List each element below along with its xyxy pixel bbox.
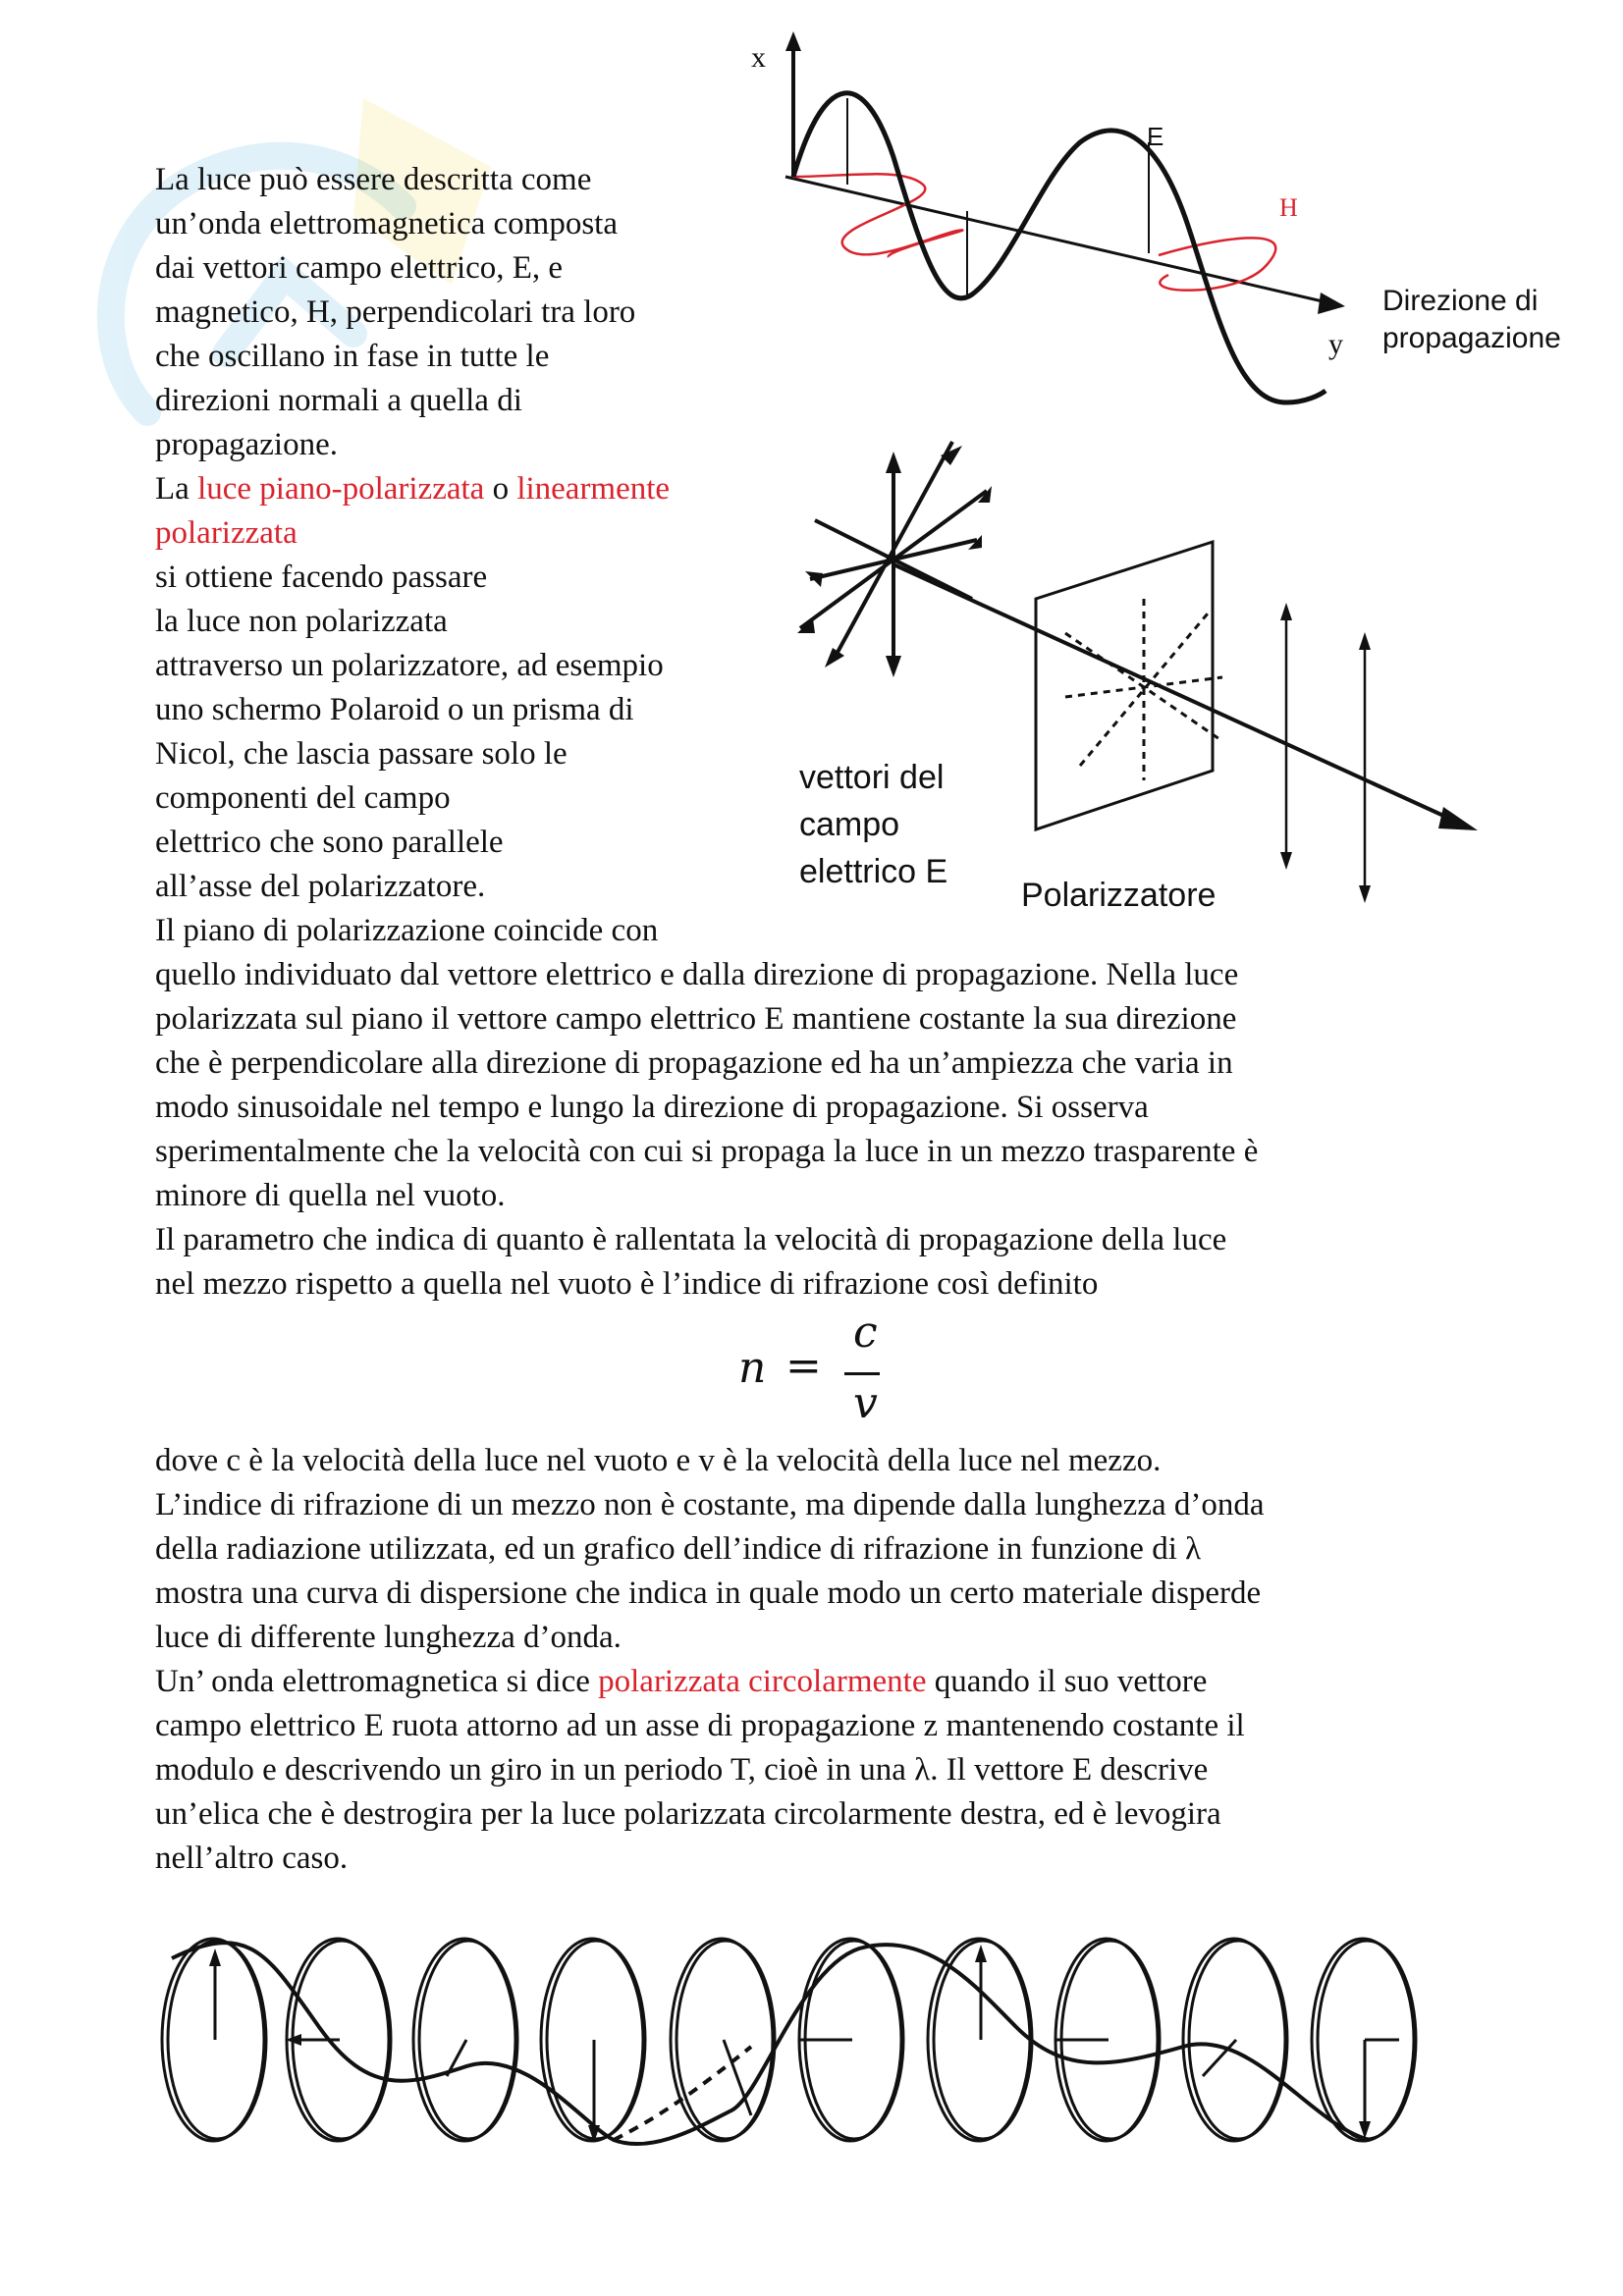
p2-line-6: uno schermo Polaroid o un prisma di (155, 692, 634, 727)
propagation-axis (785, 177, 1335, 304)
p2-line-11: Il piano di polarizzazione coincide con (155, 913, 659, 948)
p1-line-1: La luce può essere descritta come (155, 162, 592, 197)
p4-line-3: della radiazione utilizzata, ed un grafico dell’indice di rifrazione in funzione di λ (155, 1531, 1202, 1567)
formula-denominator: v (853, 1378, 878, 1428)
p5-lead: Un’ onda elettromagnetica si dice (155, 1664, 599, 1699)
formula-lhs: n (738, 1343, 767, 1393)
direction-label-line2: propagazione (1382, 322, 1561, 354)
term-linearly-part1: linearmente (516, 471, 671, 507)
p5-line-4: un’elica che è destrogira per la luce polarizzata circolarmente destra, ed è levogira (155, 1796, 1221, 1832)
p3-line-1: quello individuato dal vettore elettrico e dalla direzione di propagazione. Nella luce (155, 957, 1239, 992)
direction-label-line1: Direzione di (1382, 285, 1539, 317)
electric-wave (793, 93, 1325, 402)
p2-line-10: all’asse del polarizzatore. (155, 869, 486, 904)
formula-numerator: c (853, 1308, 878, 1358)
polarizer-label: Polarizzatore (1021, 877, 1217, 914)
p4-line-5: luce di differente lunghezza d’onda. (155, 1620, 622, 1655)
p2-line-7: Nicol, che lascia passare solo le (155, 736, 568, 772)
vectors-label-line3: elettrico E (799, 853, 948, 890)
polarized-dashed-vectors (1065, 599, 1222, 780)
y-axis-label: y (1328, 328, 1343, 360)
p2-line-4: la luce non polarizzata (155, 604, 448, 639)
vectors-label (799, 754, 947, 895)
unpolarized-vectors (800, 442, 987, 667)
p3-line-7: Il parametro che indica di quanto è rallentata la velocità di propagazione della luce (155, 1222, 1227, 1257)
formula-fraction-bar (844, 1372, 880, 1375)
p3-line-5: sperimentalmente che la velocità con cui si propaga la luce in un mezzo trasparente è (155, 1134, 1259, 1169)
vectors-label-line1: vettori del (799, 759, 945, 796)
formula-eq: = (785, 1341, 822, 1391)
term-plane-polarized: luce piano-polarizzata (197, 471, 485, 507)
p3-line-2: polarizzata sul piano il vettore campo elettrico E mantiene costante la sua direzione (155, 1001, 1237, 1037)
p1-line-5: che oscillano in fase in tutte le (155, 339, 550, 374)
helix-curve (172, 1943, 1370, 2144)
light-ray-arrowhead (1438, 807, 1478, 830)
propagation-axis-arrowhead (1318, 293, 1345, 314)
p5-line-5: nell’altro caso. (155, 1841, 349, 1876)
p5-line-2: campo elettrico E ruota attorno ad un asse di propagazione z mantenendo costante il (155, 1708, 1245, 1743)
p2-line-1 (155, 467, 670, 511)
p5-rest: quando il suo vettore (926, 1664, 1208, 1699)
p2-connector: o (484, 471, 517, 507)
p1-line-6: direzioni normali a quella di (155, 383, 522, 418)
p1-line-4: magnetico, H, perpendicolari tra loro (155, 294, 636, 330)
p3-line-8: nel mezzo rispetto a quella nel vuoto è l’indice di rifrazione così definito (155, 1266, 1099, 1302)
magnetic-wave (793, 174, 962, 257)
p1-line-7: propagazione. (155, 427, 338, 462)
e-label: E (1147, 122, 1164, 151)
p3-line-4: modo sinusoidale nel tempo e lungo la direzione di propagazione. Si osserva (155, 1090, 1149, 1125)
light-ray (893, 564, 1463, 825)
p2-line-5: attraverso un polarizzatore, ad esempio (155, 648, 664, 683)
magnetic-wave-2 (1159, 238, 1275, 290)
h-label: H (1279, 193, 1298, 222)
p2-lead: La (155, 471, 198, 507)
em-wave-diagram (751, 29, 1345, 442)
p3-line-6: minore di quella nel vuoto. (155, 1178, 506, 1213)
p1-line-3: dai vettori campo elettrico, E, e (155, 250, 564, 286)
term-linearly-part2: polarizzata (155, 515, 298, 551)
polarizer-frame (1036, 542, 1213, 829)
circular-polarization-diagram (152, 1929, 1488, 2155)
vectors-label-line2: campo (799, 806, 900, 843)
direction-label (1382, 283, 1561, 357)
p4-line-2: L’indice di rifrazione di un mezzo non è costante, ma dipende dalla lunghezza d’onda (155, 1487, 1265, 1522)
p5-line-3: modulo e descrivendo un giro in un periodo T, cioè in una λ. Il vettore E descrive (155, 1752, 1209, 1788)
p4-line-1: dove c è la velocità della luce nel vuoto e v è la velocità della luce nel mezzo. (155, 1443, 1162, 1478)
p4-line-4: mostra una curva di dispersione che indica in quale modo un certo materiale disperde (155, 1575, 1262, 1611)
p2-line-9: elettrico che sono parallele (155, 825, 504, 860)
x-axis-arrowhead (785, 31, 801, 51)
term-circular: polarizzata circolarmente (598, 1664, 927, 1699)
p3-line-3: che è perpendicolare alla direzione di propagazione ed ha un’ampiezza che varia in (155, 1045, 1233, 1081)
p2-line-8: componenti del campo (155, 780, 451, 816)
x-axis-label: x (751, 41, 766, 74)
p1-line-2: un’onda elettromagnetica composta (155, 206, 618, 241)
p2-line-3: si ottiene facendo passare (155, 560, 488, 595)
p5-line-1 (155, 1660, 1207, 1704)
